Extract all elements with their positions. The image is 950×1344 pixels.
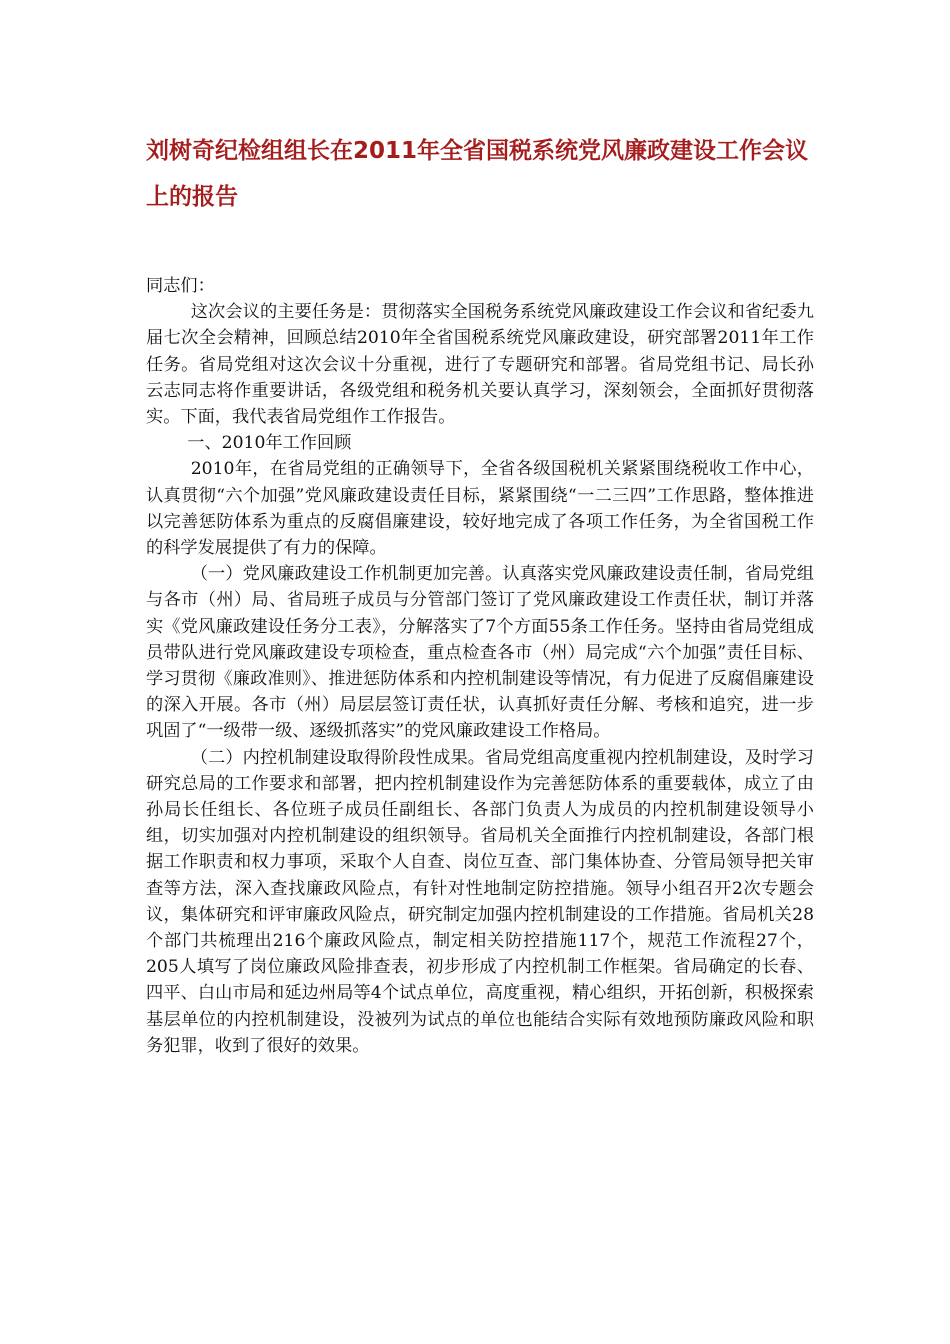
document-title: 刘树奇纪检组组长在2011年全省国税系统党风廉政建设工作会议上的报告 <box>146 138 809 210</box>
paragraph-mechanism: （一）党风廉政建设工作机制更加完善。认真落实党风廉政建设责任制，省局党组与各市（州）局、省局班子成员与分管部门签订了党风廉政建设工作责任状，制订并落实《党风廉政建设任务分工表》，分解落实了7个方面55条工作任务。坚持由省局党组成员带队进行党风廉政建设专项检查，重点检查各市（州）局完成“六个加强”责任目标、学习贯彻《廉政准则》、推进惩防体系和内控机制建设等情况，有力促进了反腐倡廉建设的深入开展。各市（州）局层层签订责任状，认真抓好责任分解、考核和追究，进一步巩固了“一级带一级、逐级抓落实”的党风廉政建设工作格局。 <box>146 564 814 742</box>
paragraph-overview: 2010年，在省局党组的正确领导下，全省各级国税机关紧紧围绕税收工作中心，认真贯彻“六个加强”党风廉政建设责任目标，紧紧围绕“一二三四”工作思路，整体推进以完善惩防体系为重点的反腐倡廉建设，较好地完成了各项工作任务，为全省国税工作的科学发展提供了有力的保障。 <box>146 459 814 559</box>
section-heading-review: 一、2010年工作回顾 <box>187 433 352 454</box>
document-body <box>146 273 814 1059</box>
salutation: 同志们： <box>146 276 215 296</box>
paragraph-internal-control: （二）内控机制建设取得阶段性成果。省局党组高度重视内控机制建设，及时学习研究总局的工作要求和部署，把内控机制建设作为完善惩防体系的重要载体，成立了由孙局长任组长、各位班子成员任副组长、各部门负责人为成员的内控机制建设领导小组，切实加强对内控机制建设的组织领导。省局机关全面推行内控机制建设，各部门根据工作职责和权力事项，采取个人自查、岗位互查、部门集体协查、分管局领导把关审查等方法，深入查找廉政风险点，有针对性地制定防控措施。领导小组召开2次专题会议，集体研究和评审廉政风险点，研究制定加强内控机制建设的工作措施。省局机关28个部门共梳理出216个廉政风险点，制定相关防控措施117个，规范工作流程27个，205人填写了岗位廉政风险排查表，初步形成了内控机制工作框架。省局确定的长春、四平、白山市局和延边州局等4个试点单位，高度重视，精心组织，开拓创新，积极探索基层单位的内控机制建设，没被列为试点的单位也能结合实际有效地预防廉政风险和职务犯罪，收到了很好的效果。 <box>146 747 814 1056</box>
paragraph-intro: 这次会议的主要任务是：贯彻落实全国税务系统党风廉政建设工作会议和省纪委九届七次全会精神，回顾总结2010年全省国税系统党风廉政建设，研究部署2011年工作任务。省局党组对这次会议十分重视，进行了专题研究和部署。省局党组书记、局长孙云志同志将作重要讲话，各级党组和税务机关要认真学习，深刻领会，全面抓好贯彻落实。下面，我代表省局党组作工作报告。 <box>146 302 814 428</box>
